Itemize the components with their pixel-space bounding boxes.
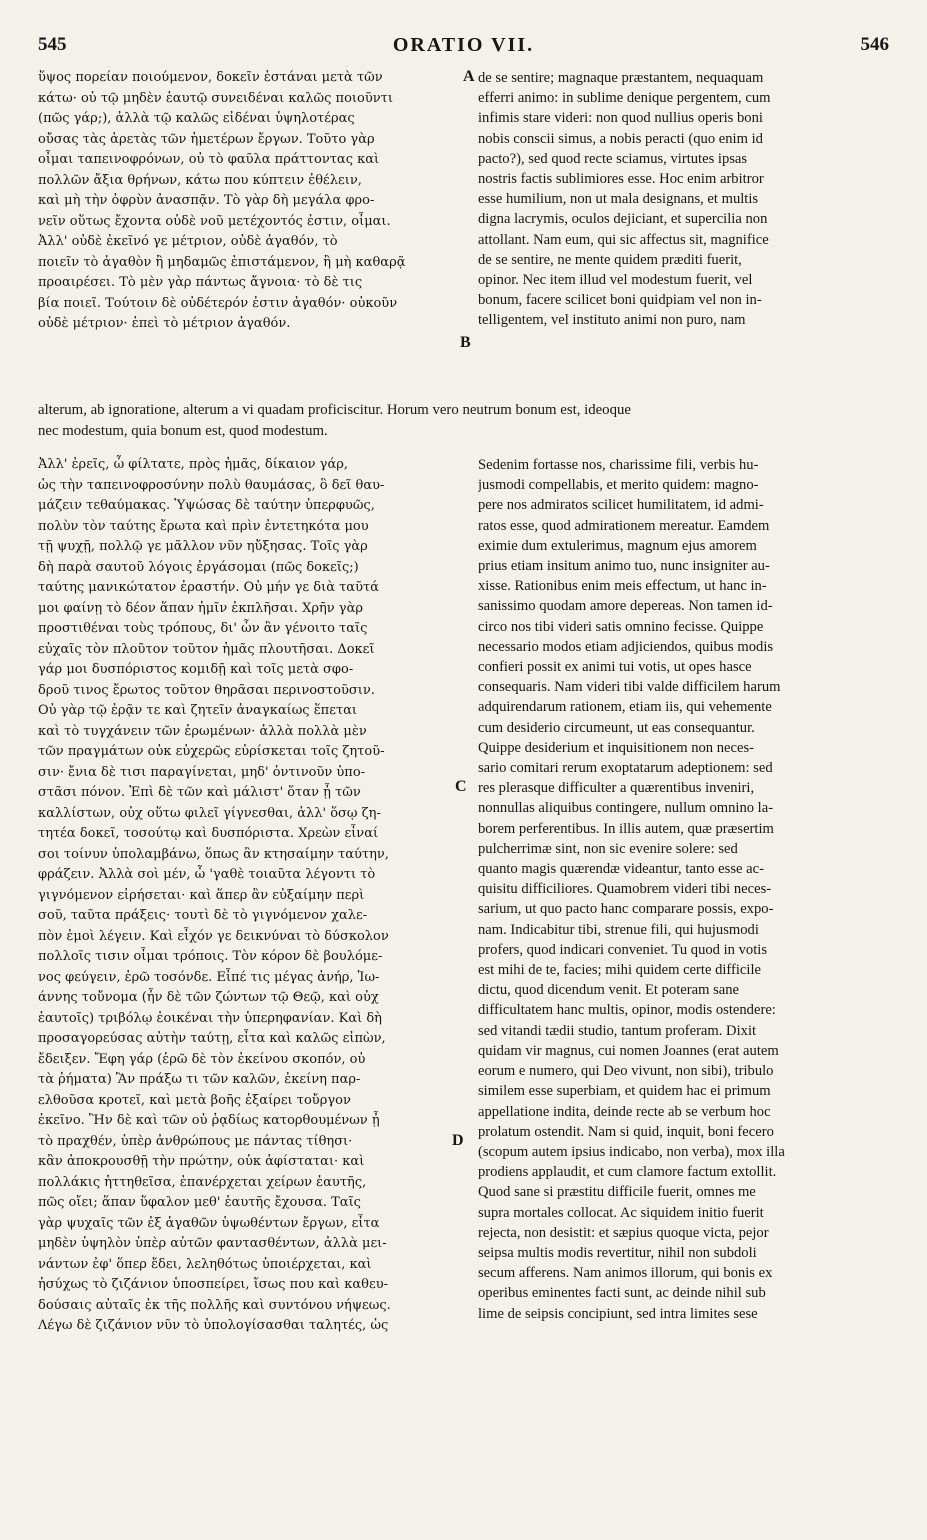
latin-text-line: quanto magis quærendæ videantur, tanto esse ac- (478, 861, 764, 878)
running-title: ORATIO VII. (392, 34, 535, 56)
greek-text-line: στᾶσι πόνον. Ἐπὶ δὲ τῶν καὶ μάλιστ' ὅταν ᾖ τῶν (38, 785, 361, 800)
greek-text-line: δούσαις αὐταῖς ἐκ τῆς πολλῆς καὶ συντόνου νήψεως. (38, 1297, 391, 1313)
section-marker-d: D (452, 1132, 464, 1149)
latin-text-line: alterum, ab ignoratione, alterum a vi quadam proficiscitur. Horum vero neutrum bonum est, ideoque (38, 402, 631, 418)
latin-text-line: telligentem, vel instituto animi non puro, nam (478, 312, 746, 329)
greek-text-line: γιγνόμενον εἰρήσεται· καὶ ἅπερ ἂν εὐξαίμην περὶ (38, 887, 365, 903)
latin-text-line: cum desiderio circumeunt, ut eas consequantur. (478, 719, 755, 736)
section-marker-c: C (455, 778, 467, 795)
latin-text-line: res plerasque difficulter a quærentibus inveniri, (478, 780, 755, 797)
latin-text-line: de se sentire; magnaque præstantem, nequaquam (478, 70, 764, 86)
greek-text-line: Ἀλλ' οὐδὲ ἐκεῖνό γε μέτριον, οὐδὲ ἀγαθόν, τὸ (38, 234, 338, 249)
latin-text-line: adquirendarum rationem, etiam iis, qui vehemente (478, 699, 772, 716)
latin-text-line: sario comitari rerum exoptatarum adeptionem: sed (478, 760, 773, 777)
greek-text-line: ἑαυτοῖς) τριβόλῳ ἐοικέναι τὴν ὑπερηφανίαν. Καὶ δὴ (38, 1010, 382, 1026)
greek-text-line: ελθοῦσα κροτεῖ, καὶ μετὰ βοῆς ἐξαίρει τοὔργον (38, 1092, 351, 1108)
greek-text-line: δὴ παρὰ σαυτοῦ λόγοις ἐργάσομαι (πῶς δοκεῖς;) (38, 559, 359, 575)
latin-text-line: secum afferens. Nam animos illorum, qui bonis ex (478, 1265, 773, 1282)
latin-text-line: Sedenim fortasse nos, charissime fili, verbis hu- (478, 457, 759, 473)
greek-text-line: μοι φαίνῃ τὸ δέον ἅπαν ἡμῖν ἐκπλῆσαι. Χρῆν γὰρ (38, 600, 363, 616)
greek-text-line: τητέα δοκεῖ, τοσούτῳ καὶ δυσπόριστα. Χρεὼν εἶναί (38, 826, 379, 841)
main-latin-column (478, 455, 892, 1324)
page-header (38, 34, 889, 64)
left-page-number: 545 (38, 34, 67, 55)
latin-text-line: consequaris. Nam videri tibi valde difficilem harum (478, 679, 781, 696)
latin-text-line: sarium, ut quo pacto hanc comparare possis, expo- (478, 901, 774, 918)
greek-text-line: γάρ μοι δυσπόριστος κομιδῇ καὶ τοῖς μετὰ σφο- (38, 662, 354, 677)
greek-text-line: βία ποιεῖ. Τούτοιν δὲ οὐδέτερόν ἐστιν ἀγαθόν· οὐκοῦν (38, 295, 398, 311)
greek-text-line: νεῖν οὕτως ἔχοντα οὐδὲ νοῦ μετέχοντός ἐστιν, οἶμαι. (38, 213, 391, 229)
greek-text-line: ἔδειξεν. Ἔφη γάρ (ἐρῶ δὲ τὸν ἐκείνου σκοπόν, οὐ (38, 1051, 366, 1067)
latin-text-line: prolatum ostendit. Nam si quid, inquit, boni fecero (478, 1123, 774, 1140)
top-greek-column (38, 68, 458, 335)
greek-text-line: πῶς οἴει; ἅπαν ὕφαλον μεθ' ἑαυτῆς ἔχουσα. Ταῖς (38, 1195, 361, 1210)
greek-text-line: (πῶς γάρ;), ἀλλὰ τῷ καλῶς εἰδέναι ὑψηλοτέρας (38, 111, 355, 126)
latin-text-line: eorum e numero, qui Deo vivunt, non sibi), tribulo (478, 1063, 774, 1080)
latin-text-line: digna lacrymis, oculos dejiciant, et supercilia non (478, 211, 768, 228)
greek-text-line: οὔσας τὰς ἀρετὰς τῶν ἡμετέρων ἔργων. Τοῦτο γὰρ (38, 131, 375, 147)
greek-text-line: κάτω· οὐ τῷ μηδὲν ἑαυτῷ συνειδέναι καλῶς ποιοῦντι (38, 90, 393, 106)
latin-text-line: necessario modos etiam adjiciendos, quibus modis (478, 638, 774, 655)
greek-text-line: σοι τοίνυν ὑπολαμβάνω, ὅπως ἂν κτησαίμην ταύτην, (38, 846, 389, 862)
latin-text-line: seipsa multis modis revertitur, nihil non subdoli (478, 1244, 757, 1261)
greek-text-line: Οὐ γὰρ τῷ ἐρᾷν τε καὶ ζητεῖν ἀναγκαίως ἕπεται (38, 703, 358, 718)
latin-text-line: nobis conscii simus, a nobis peracti (quo enim id (478, 130, 763, 147)
latin-text-line: similem esse superbiam, et quidem hac ei primum (478, 1083, 771, 1100)
greek-text-line: ἡσύχως τὸ ζιζάνιον ὑποσπείρει, ἴσως που καὶ καθευ- (38, 1277, 388, 1292)
latin-text-line: pere nos admiratos scilicet humilitatem, id admi- (478, 497, 764, 514)
latin-text-line: (scopum autem ipsius indicabo, non verba), mox illa (478, 1143, 785, 1160)
greek-text-line: οἶμαι ταπεινοφρόνων, οὐ τὸ φαῦλα πράττοντας καὶ (38, 152, 380, 167)
greek-text-line: προαιρέσει. Τὸ μὲν γὰρ πάντως ἄγνοια· τὸ δὲ τις (38, 275, 363, 290)
main-greek-column (38, 455, 458, 1337)
greek-text-line: τὰ ῥήματα) Ἂν πράξω τι τῶν καλῶν, ἐκείνη παρ- (38, 1072, 361, 1087)
greek-text-line: μάζειν τεθαύμακας. Ὑψώσας δὲ ταύτην ὑπερφυῶς, (38, 498, 375, 513)
greek-text-line: Λέγω δὲ ζιζάνιον νῦν τὸ ὑπολογίσασθαι ταλητές, ὡς (38, 1318, 389, 1333)
greek-text-line: τὸ πραχθέν, ὑπὲρ ἀνθρώπους με πάντας τίθησι· (38, 1133, 353, 1149)
greek-text-line: πὸν ἐμοὶ λέγειν. Καὶ εἶχόν γε δεικνύναι τὸ δύσκολον (38, 928, 389, 944)
top-latin-column (478, 68, 892, 331)
section-marker-b: B (460, 334, 471, 351)
greek-text-line: δροῦ τινος ἔρωτος τοῦτον θηρᾶσαι περινοστοῦσιν. (38, 682, 375, 698)
latin-text-line: nec modestum, quia bonum est, quod modestum. (38, 422, 328, 439)
section-marker-a: A (463, 68, 475, 85)
greek-text-line: οὐδὲ μέτριον· ἐπεὶ τὸ μέτριον ἀγαθόν. (38, 316, 291, 331)
latin-text-line: difficultatem hanc multis, opinor, modis ostendere: (478, 1002, 776, 1019)
greek-text-line: φράζειν. Ἀλλὰ σοὶ μέν, ὦ 'γαθὲ τοιαῦτα λέγοντι τὸ (38, 867, 376, 882)
greek-text-line: προσαγορεύσας αὐτὴν ταύτῃ, εἶτα καὶ καλῶς εἰπὼν, (38, 1031, 386, 1046)
latin-text-line: infimis stare videri: non quod nullius operis boni (478, 110, 763, 127)
latin-text-line: eximie dum extulerimus, magnum ejus amorem (478, 537, 757, 554)
greek-text-line: καὶ μὴ τὴν ὀφρὺν ἀνασπᾷν. Τὸ γὰρ δὴ μεγάλα φρο- (38, 193, 375, 208)
latin-text-line: circo nos tibi videri satis omnino fecisse. Quippe (478, 618, 764, 635)
latin-text-line: ratos esse, quod admirationem mereatur. Eamdem (478, 517, 770, 534)
greek-text-line: άννης τοὔνομα (ἦν δὲ τῶν ζώντων τῷ Θεῷ, καὶ οὐχ (38, 990, 379, 1005)
latin-text-line: lime de seipsis concipiunt, sed intra limites sese (478, 1305, 758, 1322)
latin-text-line: nostris factis sublimiores esse. Hoc enim arbitror (478, 171, 764, 188)
greek-text-line: ποιεῖν τὸ ἀγαθὸν ἢ μηδαμῶς ἐπιστάμενον, ἢ μὴ καθαρᾷ (38, 254, 406, 270)
latin-text-line: sanissimo quodam amore deperеas. Non tamen id- (478, 598, 773, 615)
latin-text-line: borem perferentibus. In illis autem, quæ præsertim (478, 820, 774, 837)
greek-text-line: Ἀλλ' ἐρεῖς, ὦ φίλτατε, πρὸς ἡμᾶς, δίκαιον γάρ, (38, 457, 349, 472)
greek-text-line: προστιθέναι τοὺς τρόπους, δι' ὧν ἂν γένοιτο ταῖς (38, 621, 368, 636)
latin-text-line: quisitu difficiliores. Quamobrem videri tibi neces- (478, 881, 772, 898)
greek-text-line: σιν· ἔνια δὲ τισι παραγίνεται, μηδ' ὁντινοῦν ὑπο- (38, 764, 366, 780)
latin-text-line: appellatione indita, deinde recte ab se verbum hoc (478, 1103, 771, 1120)
latin-text-line: est mihi de te, facies; mihi quidem certe difficile (478, 962, 761, 979)
latin-text-line: dictu, quod dicendum venit. Et poteram sane (478, 982, 739, 999)
greek-text-line: ταύτης μανικώτατον ἐραστήν. Οὐ μήν γε διὰ ταῦτά (38, 580, 379, 595)
greek-text-line: καλλίστων, οὐχ οὕτω φιλεῖ γίγνεσθαι, ἀλλ' ὅσῳ ζη- (38, 805, 381, 821)
latin-text-line: supra mortales collocat. Ac siquidem initio fuerit (478, 1204, 764, 1221)
greek-text-line: γὰρ ψυχαῖς τῶν ἐξ ἀγαθῶν ὑψωθέντων ἔργων, εἶτα (38, 1215, 380, 1231)
latin-text-line: opinor. Nec item illud vel modestum fuerit, vel (478, 272, 753, 289)
latin-text-line: nonnullas aliquibus contingere, nullum omnino la- (478, 800, 774, 817)
greek-text-line: σοῦ, ταῦτα πράξεις· τουτὶ δὲ τὸ γιγνόμενον χαλε- (38, 908, 368, 923)
latin-text-line: pacto?), sed quod recte sciamus, virtutes ipsas (478, 150, 748, 167)
latin-text-line: sed vitandi tædii studio, tantum proferam. Dixit (478, 1022, 757, 1039)
greek-text-line: πολλοῖς τισιν οἶμαι τρόποις. Τὸν κόρον δὲ βουλόμε- (38, 949, 383, 964)
latin-text-line: de se sentire, ne mente quidem præditi fuerit, (478, 251, 742, 268)
greek-text-line: τῶν πραγμάτων οὐκ εὐχερῶς εὑρίσκεται τοῖς ζητοῦ- (38, 744, 385, 759)
latin-text-line: xisse. Rationibus enim meis effectum, ut hanc in- (478, 578, 767, 595)
greek-text-line: πολλῶν ἄξια θρήνων, κάτω που κύπτειν ἐθέλειν, (38, 172, 362, 188)
latin-text-line: efferri animo: in sublime denique pergentem, cum (478, 90, 771, 107)
greek-text-line: εὐχαῖς τὸν πλοῦτον τοῦτον ἡμᾶς πλουτῆσαι. Δοκεῖ (38, 641, 375, 657)
latin-text-line: quidam vir magnus, cui nomen Joannes (erat autem (478, 1042, 779, 1059)
latin-text-line: bonum, facere scilicet boni quidpiam vel non in- (478, 292, 762, 309)
latin-text-line: Quippe desiderium et inquisitionem non neces- (478, 739, 755, 756)
full-width-latin (38, 400, 892, 441)
latin-text-line: nam. Indicabitur tibi, strenue fili, qui hujusmodi (478, 921, 759, 938)
latin-text-line: operibus eminentes facti sunt, ac deinde nihil sub (478, 1285, 766, 1302)
latin-text-line: confieri possit ex animi tui votis, ut opes hasce (478, 659, 752, 676)
greek-text-line: νος φεύγειν, ἐρῶ τοσόνδε. Εἶπέ τις μέγας ἀνήρ, Ἰω- (38, 969, 380, 985)
greek-text-line: κἂν ἀποκρουσθῇ τὴν πρώτην, οὐκ ἀφίσταται· καὶ (38, 1154, 365, 1169)
greek-text-line: πολὺν τὸν ταύτης ἔρωτα καὶ πρὶν ἐντετηκότα μου (38, 518, 369, 534)
latin-text-line: attollant. Nam eum, qui sic affectus sit, magnifice (478, 231, 769, 248)
right-page-number: 546 (860, 34, 889, 55)
greek-text-line: καὶ τὸ τυγχάνειν τῶν ἐρωμένων· ἀλλὰ πολλὰ μὲν (38, 723, 367, 739)
greek-text-line: ὡς τὴν ταπεινοφροσύνην πολὺ θαυμάσας, ὃ δεῖ θαυ- (38, 477, 385, 493)
greek-text-line: ἐκεῖνο. Ἣν δὲ καὶ τῶν οὐ ῥᾳδίως κατορθουμένων ᾖ (38, 1113, 380, 1128)
latin-text-line: profers, quod indicari conveniet. Tu quod in votis (478, 941, 768, 958)
latin-text-line: prodiens applaudit, et cum clamore factum extollit. (478, 1164, 777, 1181)
latin-text-line: jusmodi compellabis, et merito quidem: magno- (478, 477, 759, 494)
greek-text-line: μηδὲν ὑψηλὸν ὑπὲρ αὐτῶν φαντασθέντων, ἀλλὰ μει- (38, 1236, 387, 1251)
latin-text-line: rejecta, non desistit: et sæpius quoque victa, pejor (478, 1224, 769, 1241)
latin-text-line: Quod sane si præstitu difficile fuerit, omnes me (478, 1184, 756, 1201)
latin-text-line: prius etiam insitum animo tuo, nunc insigniter au- (478, 558, 770, 575)
greek-text-line: νάντων ἐφ' ὅπερ ἔδει, λεληθότως ὑποιέρχεται, καὶ (38, 1256, 372, 1272)
greek-text-line: πολλάκις ἡττηθεῖσα, ἐπανέρχεται χείρων ἑαυτῆς, (38, 1174, 367, 1190)
latin-text-line: esse humilium, non ut mala designans, et multis (478, 191, 759, 208)
latin-text-line: pulcherrimæ sint, non sic evenire solere: sed (478, 840, 738, 857)
greek-text-line: ὕψος πορείαν ποιούμενον, δοκεῖν ἑστάναι μετὰ τῶν (38, 70, 383, 85)
greek-text-line: τῇ ψυχῇ, πολλῷ γε μᾶλλον νῦν ηὔξησας. Τοῖς γὰρ (38, 539, 368, 554)
